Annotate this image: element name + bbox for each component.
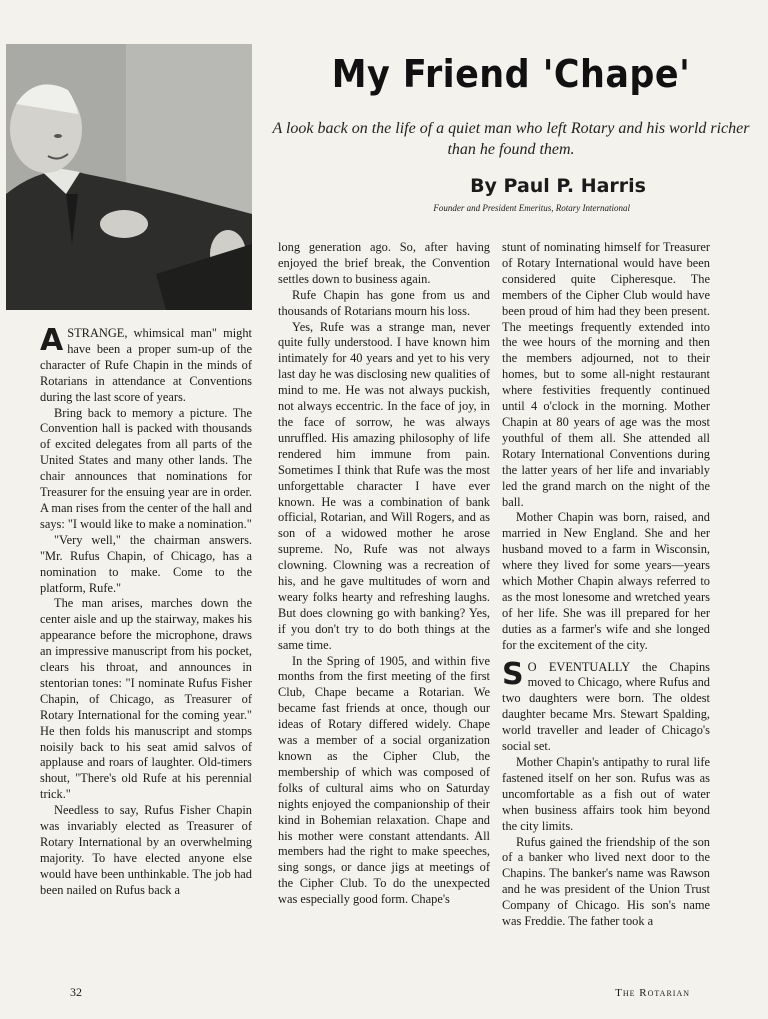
paragraph: Rufus gained the friendship of the son of a banker who lived next door to the Chapins. The banker's name was Rawson and he was president of the Union Trust Company of Chicago. His son's name was Freddie. The father took a <box>502 834 710 929</box>
byline-note: Founder and President Emeritus, Rotary International <box>433 203 630 213</box>
paragraph: In the Spring of 1905, and within five months from the first meeting of the first Club, Chape became a Rotarian. We became fast friends at once, though our ideas of Rotary differed widely. Chape was a member of a social organization known as the Cipher Club, the membership of which was composed of folks of cultural aims who on Saturday nights enjoyed the companionship of their kind in Bohemian relaxation. Chape and his mother were constant attendants. All members had the right to make speeches, sing songs, or dance jigs at meetings of the Cipher Club. To do the unexpected was especially good form. Chape's <box>278 653 490 907</box>
paragraph: Mother Chapin was born, raised, and married in New England. She and her husband moved to a farm in Wisconsin, where they lived for some years—years which Mother Chapin always referred to as the most lonesome and wretched years of her life. She was ill prepared for her duties as a farmer's wife and she longed for the excitement of the city. <box>502 510 710 652</box>
paragraph: The man arises, marches down the center aisle and up the stairway, makes his appearance before the microphone, draws an impressive manuscript from his pocket, clears his throat, and announces in stentorian tones: "I nominate Rufus Fisher Chapin, of Chicago, as Treasurer of Rotary International for the coming year." He then folds his manuscript and stomps noisily back to his seat amid salvos of applause and roars of laughter. Old-timers shout, "There's old Rufe at his perennial trick." <box>40 596 252 802</box>
paragraph-text: O EVENTUALLY the Chapins moved to Chicago, where Rufus and two daughters were born. The oldest daughter became Mrs. Stewart Spalding, world traveller and leader of Chicago's social set. <box>502 659 710 754</box>
paragraph: Needless to say, Rufus Fisher Chapin was invariably elected as Treasurer of Rotary International by an overwhelming majority. To have elected anyone else would have been unthinkable. The job had been nailed on Rufus back a <box>40 803 252 897</box>
title-block <box>266 44 756 160</box>
paragraph: stunt of nominating himself for Treasurer of Rotary International would have been considered quite Cipheresque. The members of the Cipher Club would have been proud of him had they been present. The meetings frequently extended into the wee hours of the morning and then the members adjourned, not to their homes, but to some all-night restaurant where festivities frequently continued until 4 o'clock in the morning. Mother Chapin at 80 years of age was the most youthful of them all. She attended all Rotary International Conventions during the latter years of her life and invariably led the grand march on the night of the ball. <box>502 240 710 509</box>
byline: By Paul P. Harris <box>470 175 646 197</box>
page-number: 32 <box>70 985 82 999</box>
column-3 <box>502 240 710 930</box>
paragraph: Bring back to memory a picture. The Convention hall is packed with thousands of excited delegates from all parts of the United States and many other lands. The chair announces that nominations for Treasurer for the ensuing year are in order. A man rises from the center of the hall and says: "I would like to make a nomination." <box>40 405 252 531</box>
column-2 <box>278 240 490 908</box>
paragraph <box>502 656 710 755</box>
article-title: My Friend 'Chape' <box>331 52 691 96</box>
drop-cap: S <box>502 656 524 692</box>
column-1 <box>40 323 252 899</box>
paragraph: Mother Chapin's antipathy to rural life fastened itself on her son. Rufus was as uncomfortable as a fish out of water when business affairs took him beyond the city limits. <box>502 755 710 833</box>
paragraph: long generation ago. So, after having enjoyed the brief break, the Convention settles down to business again. <box>278 240 490 286</box>
paragraph: Yes, Rufe was a strange man, never quite fully understood. I have known him intimately for 40 years and yet to his very last day he was disclosing new qualities of mind to me. He was not always puckish, not always eccentric. In the face of joy, in the face of sorrow, he was always unruffled. His amazing philosophy of life rendered him immune from pain. Sometimes I think that Rufe was the most unforgettable character I have ever known. He was a combination of bank official, Rotarian, and Will Rogers, and as son of a widowed mother he arose supreme. No, Rufe was not always clowning. Clowning was a recreation of his, and he gave multitudes of worn and weary folks hearty and refreshing laughs. But does clowning go with banking? Yes, if you don't try to do both things at the same time. <box>278 319 490 652</box>
paragraph-text: STRANGE, whimsical man" might have been a proper sum-up of the character of Rufe Chapin in the minds of Rotarians in attendance at Conventions during the last score of years. <box>40 326 252 404</box>
magazine-name: The Rotarian <box>615 987 690 999</box>
portrait-illustration <box>6 44 252 310</box>
paragraph: Rufe Chapin has gone from us and thousands of Rotarians mourn his loss. <box>278 287 490 318</box>
drop-cap: A <box>40 323 64 358</box>
portrait-photo <box>6 44 252 310</box>
paragraph <box>40 323 252 406</box>
paragraph: "Very well," the chairman answers. "Mr. Rufus Chapin, of Chicago, has a nomination to make. Come to the platform, Rufe." <box>40 532 252 595</box>
article-subtitle: A look back on the life of a quiet man who left Rotary and his world richer than he found them. <box>272 120 750 158</box>
